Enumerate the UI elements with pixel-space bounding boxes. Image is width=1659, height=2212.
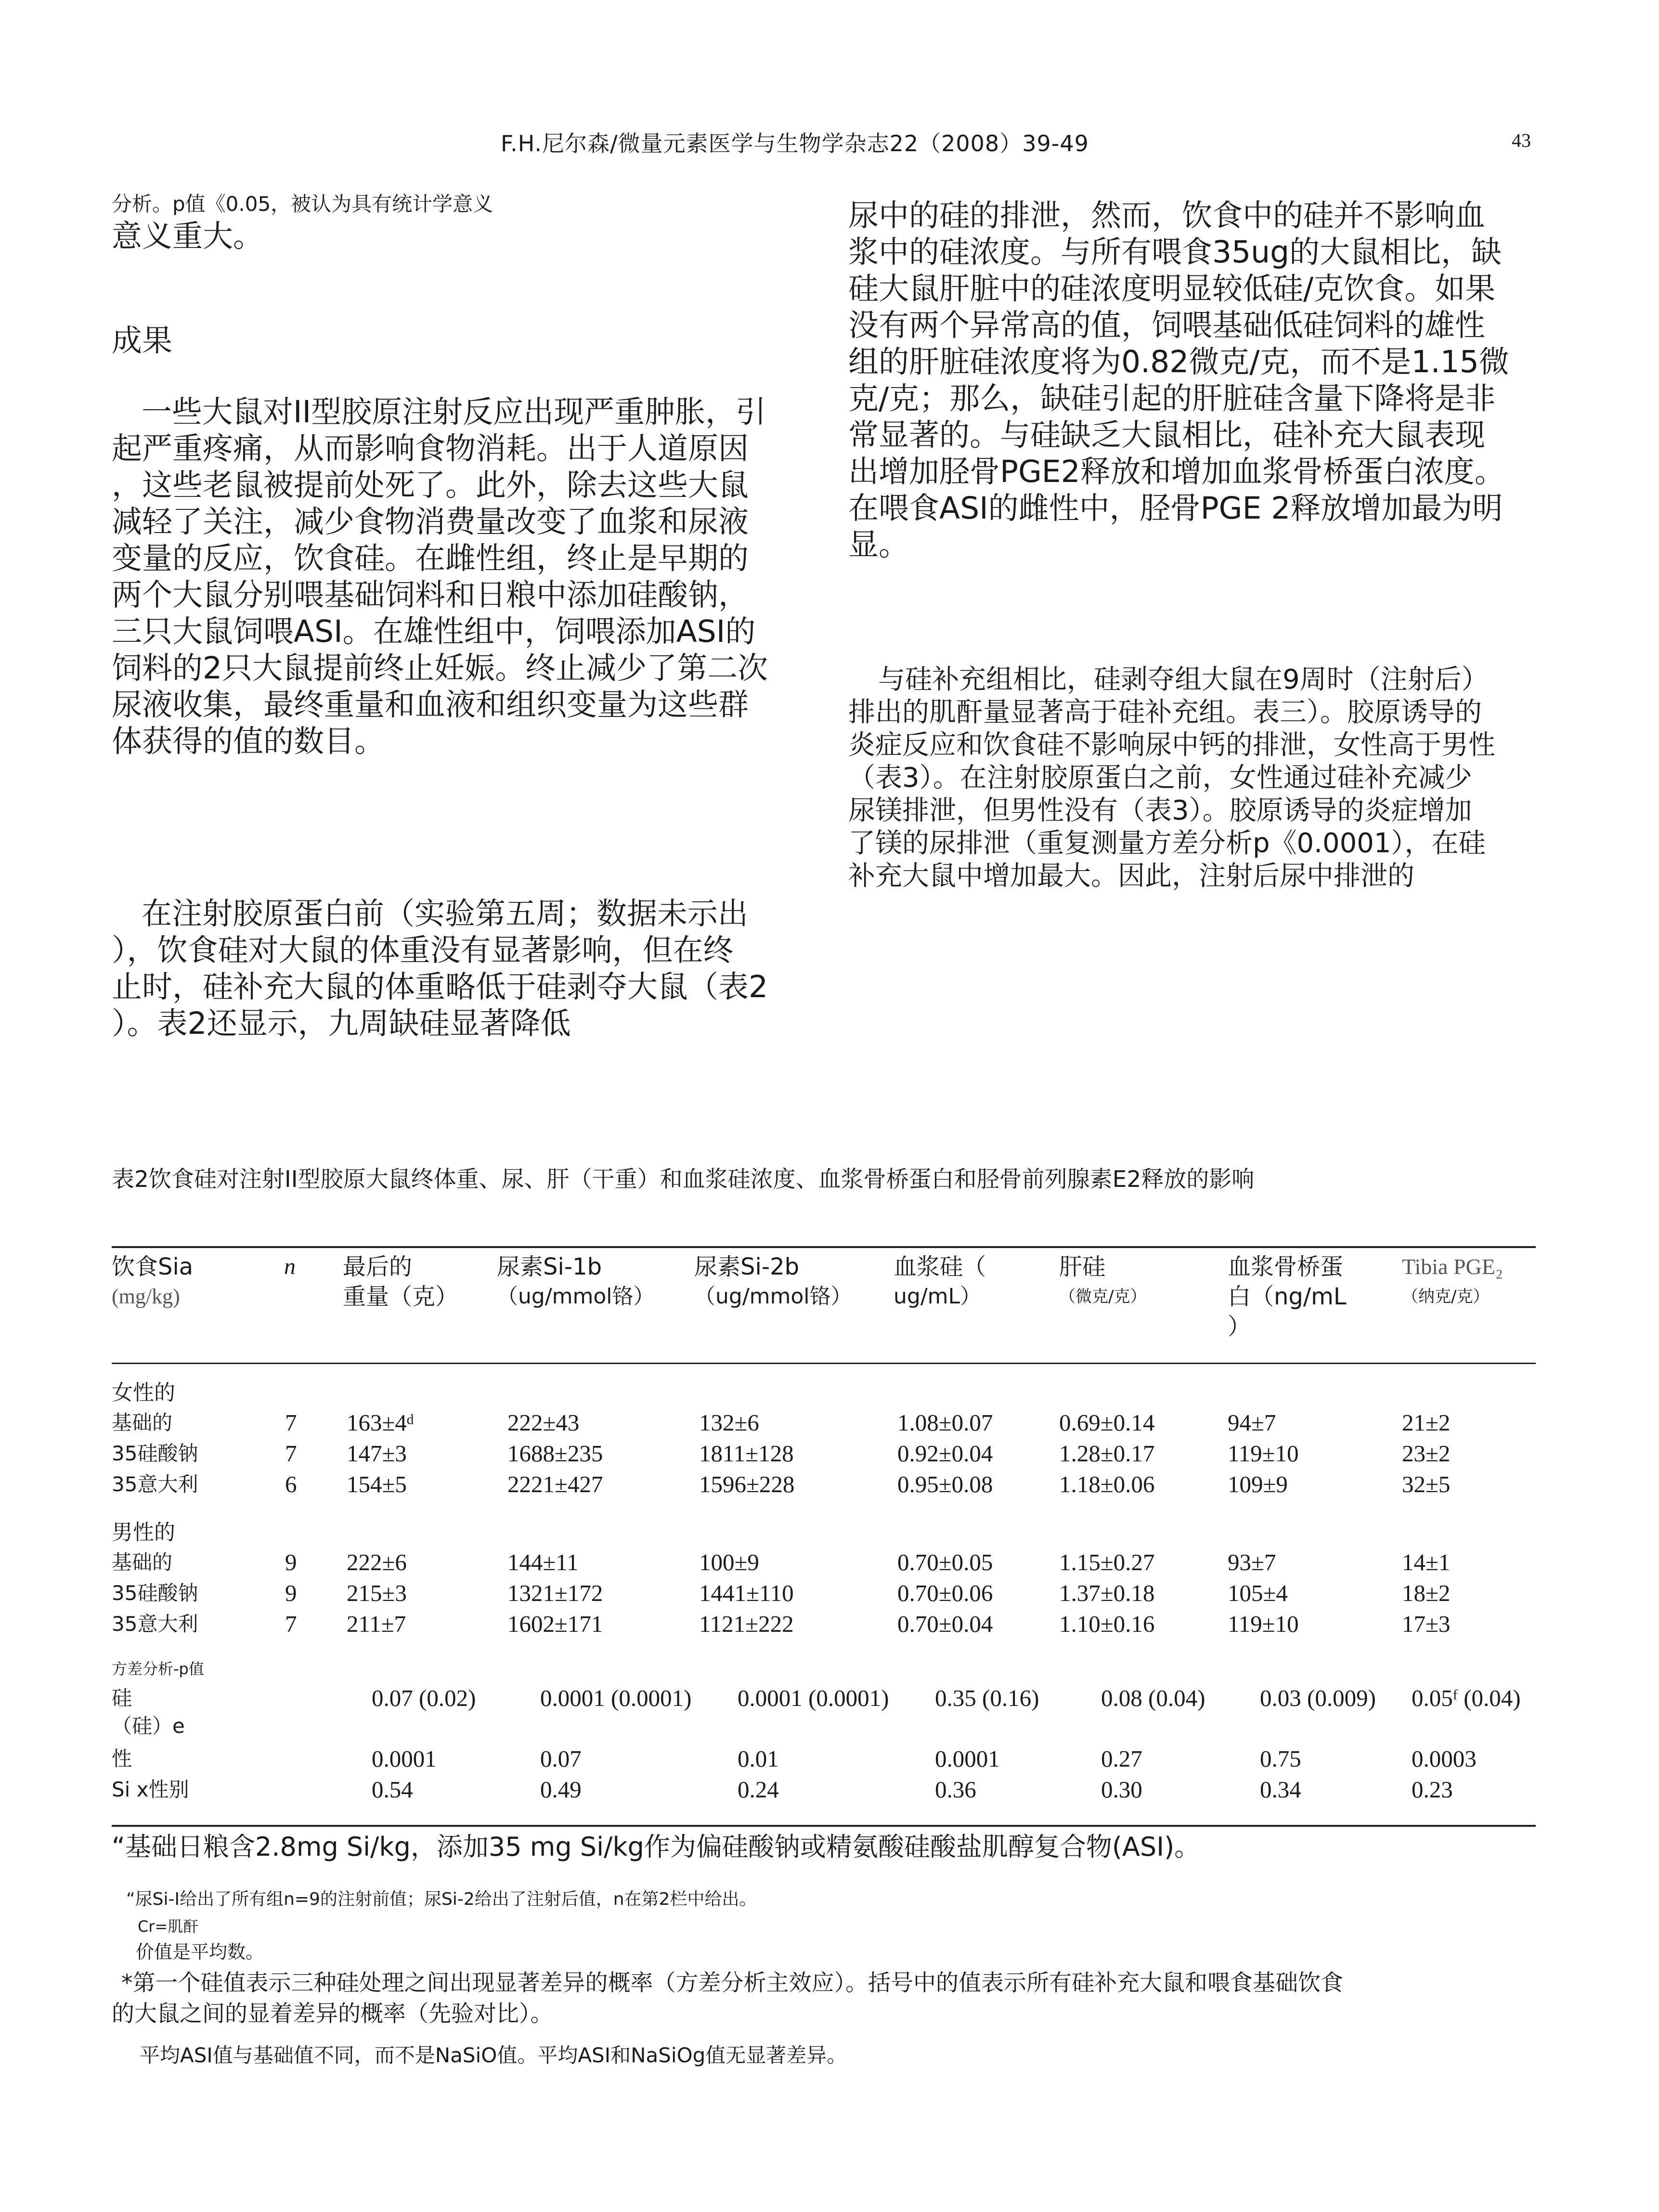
right-p1-line: 出增加胫骨PGE2释放和增加血浆骨桥蛋白浓度。 [848, 454, 1505, 489]
footnote-c: Cr=肌酐 [138, 1917, 199, 1936]
left-p3-line: 止时，硅补充大鼠的体重略低于硅剥夺大鼠（表2 [112, 969, 768, 1004]
anova-cell-u1: 0.07 [540, 1745, 582, 1772]
cell-n: 9 [285, 1580, 297, 1606]
anova-cell-weight: 0.54 [372, 1776, 413, 1803]
cell-weight: 163±4ᵈ [347, 1409, 415, 1436]
anova-row-label-2: （硅）e [112, 1714, 185, 1738]
anova-cell-pge: 0.23 [1412, 1776, 1453, 1803]
right-p2-line: （表3）。在注射胶原蛋白之前，女性通过硅补充减少 [848, 762, 1472, 794]
cell-u1: 222±43 [507, 1409, 580, 1436]
table-header-rule [112, 1363, 1536, 1364]
cell-u2: 1121±222 [699, 1611, 794, 1637]
cell-plasma: 1.08±0.07 [897, 1409, 993, 1436]
anova-row-label: 硅 [112, 1686, 132, 1710]
left-p2-line: 变量的反应，饮食硅。在雌性组，终止是早期的 [112, 541, 749, 576]
header-plasma-si: 血浆硅（ ug/mL） [894, 1253, 986, 1309]
cell-diet: 基础的 [112, 1550, 173, 1574]
anova-row [112, 1683, 1536, 1738]
left-p3-line: ），饮食硅对大鼠的体重没有显著影响，但在终 [112, 933, 734, 968]
footnote-a: “基础日粮含2.8mg Si/kg，添加35 mg Si/kg作为偏硅酸钠或精氨酸硅酸盐肌醇复合物(ASI)。 [112, 1832, 1201, 1862]
table-row [112, 1439, 1536, 1469]
cell-opn: 119±10 [1228, 1440, 1299, 1467]
cell-plasma: 0.70±0.04 [897, 1611, 993, 1637]
right-p1-line: 显。 [848, 527, 909, 562]
cell-liver: 1.10±0.16 [1059, 1611, 1155, 1637]
cell-n: 6 [285, 1471, 297, 1497]
right-paragraph-1 [848, 197, 1546, 563]
cell-opn: 119±10 [1228, 1611, 1299, 1637]
anova-cell-u2: 0.01 [738, 1745, 779, 1772]
cell-plasma: 0.70±0.05 [897, 1549, 993, 1575]
right-paragraph-2 [848, 664, 1551, 893]
cell-plasma: 0.95±0.08 [897, 1471, 993, 1497]
header-final-weight: 最后的 重量（克） [343, 1253, 459, 1310]
cell-opn: 93±7 [1228, 1549, 1276, 1575]
anova-cell-pge: 0.0003 [1412, 1745, 1477, 1772]
cell-opn: 105±4 [1228, 1580, 1288, 1606]
cell-diet: 35硅酸钠 [112, 1442, 198, 1465]
left-p3-line: ）。表2还显示，九周缺硅显著降低 [112, 1006, 571, 1041]
table-bottom-rule [112, 1825, 1536, 1827]
cell-weight: 211±7 [347, 1611, 406, 1637]
anova-cell-u2: 0.24 [738, 1776, 779, 1803]
cell-u2: 132±6 [699, 1409, 759, 1436]
right-p1-line: 组的肝脏硅浓度将为0.82微克/克，而不是1.15微 [848, 344, 1509, 379]
cell-n: 7 [285, 1611, 297, 1637]
left-p2-line: 三只大鼠饲喂ASI。在雄性组中，饲喂添加ASI的 [112, 614, 756, 649]
cell-diet: 35意大利 [112, 1612, 198, 1636]
right-p2-line: 了镁的尿排泄（重复测量方差分析p《0.0001），在硅 [848, 828, 1486, 859]
running-head: F.H.尼尔森/微量元素医学与生物学杂志22（2008）39-49 [501, 130, 1089, 156]
footnote-e-line2: 的大鼠之间的显着差异的概率（先验对比）。 [112, 2001, 553, 2027]
cell-pge: 32±5 [1402, 1471, 1451, 1497]
right-p2-line: 排出的肌酐量显著高于硅补充组。表三）。胶原诱导的 [848, 697, 1482, 728]
cell-plasma: 0.92±0.04 [897, 1440, 993, 1467]
left-column [112, 190, 810, 255]
right-p1-line: 没有两个异常高的值，饲喂基础低硅饲料的雄性 [848, 308, 1485, 343]
cell-u1: 1602±171 [507, 1611, 603, 1637]
cell-u1: 2221±427 [507, 1471, 603, 1497]
footnote-f: 平均ASI值与基础值不同，而不是NaSiO值。平均ASI和NaSiOg值无显著差异。 [140, 2043, 847, 2067]
footnote-d: 价值是平均数。 [136, 1941, 264, 1963]
left-p2-line: 体获得的值的数目。 [112, 724, 385, 759]
anova-cell-liver: 0.27 [1101, 1745, 1142, 1772]
left-p2-line: ，这些老鼠被提前处死了。此外，除去这些大鼠 [112, 468, 749, 503]
right-p1-line: 克/克；那么，缺硅引起的肝脏硅含量下降将是非 [848, 381, 1496, 416]
left-p2-line: 两个大鼠分别喂基础饲料和日粮中添加硅酸钠， [112, 577, 749, 612]
anova-row [112, 1775, 1536, 1805]
header-n: n [284, 1254, 296, 1279]
header-tibia-pge2: Tibia PGE₂ （纳克/克） [1402, 1254, 1503, 1306]
cell-weight: 154±5 [347, 1471, 407, 1497]
anova-title: 方差分析-p值 [112, 1660, 204, 1678]
anova-cell-u2: 0.0001 (0.0001) [738, 1685, 889, 1711]
table-row [112, 1609, 1536, 1639]
cell-u2: 1596±228 [699, 1471, 795, 1497]
left-p2-line: 尿液收集，最终重量和血液和组织变量为这些群 [112, 687, 749, 722]
cell-weight: 222±6 [347, 1549, 407, 1575]
cell-liver: 0.69±0.14 [1059, 1409, 1155, 1436]
cell-liver: 1.18±0.06 [1059, 1471, 1155, 1497]
group-label: 男性的 [112, 1520, 175, 1545]
left-p1-tail: 意义重大。 [112, 219, 263, 254]
cell-pge: 21±2 [1402, 1409, 1451, 1436]
right-p1-line: 浆中的硅浓度。与所有喂食35ug的大鼠相比，缺 [848, 234, 1502, 270]
footnote-b: “尿Si-I给出了所有组n=9的注射前值；尿Si-2给出了注射后值，n在第2栏中给出。 [126, 1889, 757, 1909]
anova-cell-weight: 0.07 (0.02) [372, 1685, 476, 1711]
anova-row-label: 性 [112, 1747, 132, 1770]
cell-pge: 18±2 [1402, 1580, 1451, 1606]
header-liver-si: 肝硅 （微克/克） [1059, 1253, 1147, 1306]
anova-cell-opn: 0.03 (0.009) [1260, 1685, 1376, 1711]
anova-cell-pge: 0.05ᶠ (0.04) [1412, 1685, 1521, 1711]
cell-pge: 23±2 [1402, 1440, 1451, 1467]
left-paragraph-2 [112, 394, 810, 760]
cell-weight: 147±3 [347, 1440, 407, 1467]
table-top-rule [112, 1246, 1536, 1248]
cell-liver: 1.37±0.18 [1059, 1580, 1155, 1606]
page-number: 43 [1512, 130, 1531, 151]
left-paragraph-3 [112, 896, 810, 1042]
header-diet: 饮食Sia (mg/kg) [112, 1253, 194, 1308]
left-p2-line: 饲料的2只大鼠提前终止妊娠。终止减少了第二次 [112, 651, 768, 686]
right-p2-line: 补充大鼠中增加最大。因此，注射后尿中排泄的 [848, 860, 1414, 892]
cell-diet: 35意大利 [112, 1472, 198, 1496]
anova-row [112, 1744, 1536, 1774]
anova-cell-liver: 0.30 [1101, 1776, 1142, 1803]
cell-diet: 35硅酸钠 [112, 1581, 198, 1605]
left-p2-line: 减轻了关注，减少食物消费量改变了血浆和尿液 [112, 504, 749, 539]
right-p2-line: 与硅补充组相比，硅剥夺组大鼠在9周时（注射后） [878, 664, 1489, 695]
group-label: 女性的 [112, 1380, 175, 1405]
cell-pge: 17±3 [1402, 1611, 1451, 1637]
table-row [112, 1470, 1536, 1499]
table-row [112, 1548, 1536, 1577]
header-osteopontin: 血浆骨桥蛋 白（ng/mL ） [1228, 1253, 1347, 1340]
cell-u2: 1811±128 [699, 1440, 794, 1467]
cell-n: 7 [285, 1409, 297, 1436]
cell-n: 7 [285, 1440, 297, 1467]
left-p2-line: 一些大鼠对II型胶原注射反应出现严重肿胀，引 [142, 394, 766, 429]
cell-diet: 基础的 [112, 1411, 173, 1434]
section-heading: 成果 [112, 323, 172, 358]
anova-cell-liver: 0.08 (0.04) [1101, 1685, 1205, 1711]
right-p1-line: 硅大鼠肝脏中的硅浓度明显较低硅/克饮食。如果 [848, 271, 1496, 306]
table-row [112, 1578, 1536, 1608]
header-urine-si-1: 尿素Si-1b （ug/mmol铬） [497, 1253, 655, 1309]
anova-cell-weight: 0.0001 [372, 1745, 437, 1772]
cell-u1: 1321±172 [507, 1580, 603, 1606]
cell-pge: 14±1 [1402, 1549, 1451, 1575]
cell-u1: 1688±235 [507, 1440, 603, 1467]
left-p1-small: 分析。p值《0.05，被认为具有统计学意义 [112, 192, 493, 216]
anova-row-label: Si x性别 [112, 1778, 189, 1801]
anova-cell-u1: 0.0001 (0.0001) [540, 1685, 692, 1711]
cell-u1: 144±11 [507, 1549, 579, 1575]
right-p1-line: 尿中的硅的排泄，然而，饮食中的硅并不影响血 [848, 198, 1485, 233]
right-p1-line: 在喂食ASI的雌性中，胫骨PGE 2释放增加最为明 [848, 491, 1503, 526]
cell-n: 9 [285, 1549, 297, 1575]
cell-weight: 215±3 [347, 1580, 407, 1606]
anova-cell-plasma: 0.0001 [935, 1745, 1000, 1772]
table-row [112, 1408, 1536, 1438]
right-p1-line: 常显著的。与硅缺乏大鼠相比，硅补充大鼠表现 [848, 417, 1485, 453]
header-urine-si-2: 尿素Si-2b （ug/mmol铬） [694, 1253, 852, 1309]
cell-liver: 1.15±0.27 [1059, 1549, 1155, 1575]
right-p2-line: 炎症反应和饮食硅不影响尿中钙的排泄，女性高于男性 [848, 729, 1495, 761]
cell-opn: 109±9 [1228, 1471, 1288, 1497]
right-p2-line: 尿镁排泄，但男性没有（表3）。胶原诱导的炎症增加 [848, 795, 1472, 826]
cell-liver: 1.28±0.17 [1059, 1440, 1155, 1467]
anova-cell-opn: 0.75 [1260, 1745, 1301, 1772]
table-caption: 表2饮食硅对注射II型胶原大鼠终体重、尿、肝（干重）和血浆硅浓度、血浆骨桥蛋白和胫骨前列腺素E2释放的影响 [112, 1166, 1255, 1193]
left-p2-line: 起严重疼痛，从而影响食物消耗。出于人道原因 [112, 431, 749, 466]
cell-u2: 100±9 [699, 1549, 759, 1575]
anova-cell-plasma: 0.36 [935, 1776, 976, 1803]
cell-u2: 1441±110 [699, 1580, 794, 1606]
footnote-e-line1: *第一个硅值表示三种硅处理之间出现显著差异的概率（方差分析主效应）。括号中的值表示所有硅补充大鼠和喂食基础饮食 [121, 1970, 1343, 1996]
anova-cell-u1: 0.49 [540, 1776, 582, 1803]
anova-cell-plasma: 0.35 (0.16) [935, 1685, 1039, 1711]
anova-cell-opn: 0.34 [1260, 1776, 1301, 1803]
left-p3-line: 在注射胶原蛋白前（实验第五周；数据未示出 [142, 896, 748, 931]
cell-opn: 94±7 [1228, 1409, 1276, 1436]
cell-plasma: 0.70±0.06 [897, 1580, 993, 1606]
